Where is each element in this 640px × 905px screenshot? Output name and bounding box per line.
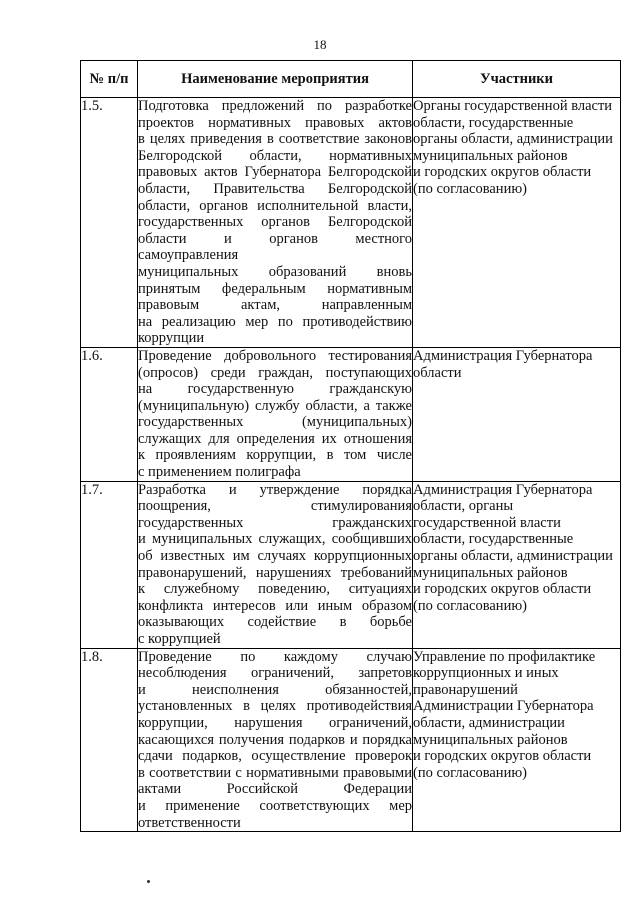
participants [413,648,621,832]
measure-name-line: с коррупцией [138,631,221,647]
row-number: 1.5. [81,98,138,348]
participants-line: муниципальных районов [413,147,568,164]
table-row [81,648,621,832]
participants-line: области, администрации [413,714,565,731]
participants-line: муниципальных районов [413,564,568,581]
participants-line: Администрация Губернатора [413,481,593,498]
measure-name-line: и неисполнения обязанностей, [138,681,412,698]
header-num: № п/п [81,61,138,98]
page-number: 18 [313,37,327,52]
measure-name-line: (опросов) среди граждан, поступающих [138,364,412,381]
measure-name-line: государственных органов Белгородской [138,214,412,231]
measure-name-line: проектов нормативных правовых актов [138,114,412,131]
header-participants: Участники [413,61,621,98]
participants-line: муниципальных районов [413,731,568,748]
participants-line: правонарушений [413,681,518,698]
measures-table [80,60,621,832]
participants-line: и городских округов области [413,748,592,765]
participants-line: органы области, администрации [413,548,613,565]
measure-name-line: и применение соответствующих мер [138,797,412,814]
measure-name-line: ответственности [138,814,241,831]
header-name: Наименование мероприятия [138,61,413,98]
measure-name-line: и муниципальных служащих, сообщивших [138,531,412,548]
measure-name-line: к служебному поведению, ситуациях [138,581,412,598]
measure-name [138,648,413,832]
measure-name-line: конфликта интересов или иным образом [138,597,412,614]
measure-name-line: несоблюдения ограничений, запретов [138,665,412,682]
measure-name-line: на государственную гражданскую [138,381,412,398]
measure-name-line: коррупции, нарушения ограничений, [138,714,412,731]
row-number: 1.8. [81,648,138,832]
measure-name-line: коррупции [138,330,205,347]
row-number: 1.7. [81,481,138,648]
participants-line: и городских округов области [413,164,592,181]
row-number: 1.6. [81,347,138,481]
measure-name-line: актами Российской Федерации [138,781,412,798]
participants [413,347,621,481]
measure-name-line: области, органов исполнительной власти, [138,197,412,214]
participants-line: органы области, администрации [413,131,613,148]
measure-name-line: Проведение по каждому случаю [138,648,412,665]
measure-name-line: Белгородской области, нормативных [138,147,412,164]
measure-name-line: в целях приведения в соответствие законов [138,131,412,148]
measure-name-line: оказывающих содействие в борьбе [138,614,412,631]
participants-line: области, государственные [413,531,574,548]
participants [413,98,621,348]
participants-line: Администрации Губернатора [413,698,594,715]
participants-line: области, органы [413,498,514,515]
measure-name-line: принятым федеральным нормативным [138,280,412,297]
measure-name [138,98,413,348]
participants-line: Администрация Губернатора [413,347,593,364]
measure-name-line: к проявлениям коррупции, в том числе [138,447,412,464]
measure-name-line: государственных гражданских [138,514,412,531]
measure-name-line: поощрения, стимулирования [138,498,412,515]
participants-line: области, государственные [413,114,574,131]
measure-name-line: касающихся получения подарков и порядка [138,731,412,748]
measure-name-line: правонарушений, нарушениях требований [138,564,412,581]
measure-name-line: на реализацию мер по противодействию [138,313,412,330]
measure-name-line: с применением полиграфа [138,464,301,481]
measure-name-line: правовым актам, направленным [138,297,412,314]
participants-line: (по согласованию) [413,764,527,781]
measure-name [138,481,413,648]
table-row [81,347,621,481]
participants-line: (по согласованию) [413,597,527,614]
participants [413,481,621,648]
participants-line: области [413,364,462,381]
page-mark [147,880,150,883]
participants-line: (по согласованию) [413,180,527,197]
table-row [81,98,621,348]
measure-name-line: Проведение добровольного тестирования [138,347,412,364]
measure-name-line: служащих для определения их отношения [138,430,412,447]
measure-name-line: Подготовка предложений по разработке [138,98,412,114]
measure-name-line: области и органов местного самоуправления [138,230,412,264]
measure-name-line: государственных (муниципальных) [138,414,412,431]
measure-name-line: области, Правительства Белгородской [138,180,412,197]
participants-line: и городских округов области [413,581,592,598]
table-row [81,481,621,648]
measure-name-line: правовых актов Губернатора Белгородской [138,164,412,181]
participants-line: коррупционных и иных [413,665,559,682]
measure-name [138,347,413,481]
measure-name-line: (муниципальную) службу области, а также [138,397,412,414]
measure-name-line: муниципальных образований вновь [138,263,412,280]
table-header-row [81,61,621,98]
measure-name-line: Разработка и утверждение порядка [138,481,412,498]
measure-name-line: сдачи подарков, осуществление проверок [138,748,412,765]
participants-line: Управление по профилактике [413,648,596,665]
measure-name-line: установленных в целях противодействия [138,698,412,715]
measure-name-line: в соответствии с нормативными правовыми [138,764,412,781]
participants-line: Органы государственной власти [413,98,613,114]
measure-name-line: об известных им случаях коррупционных [138,548,412,565]
participants-line: государственной власти [413,514,561,531]
